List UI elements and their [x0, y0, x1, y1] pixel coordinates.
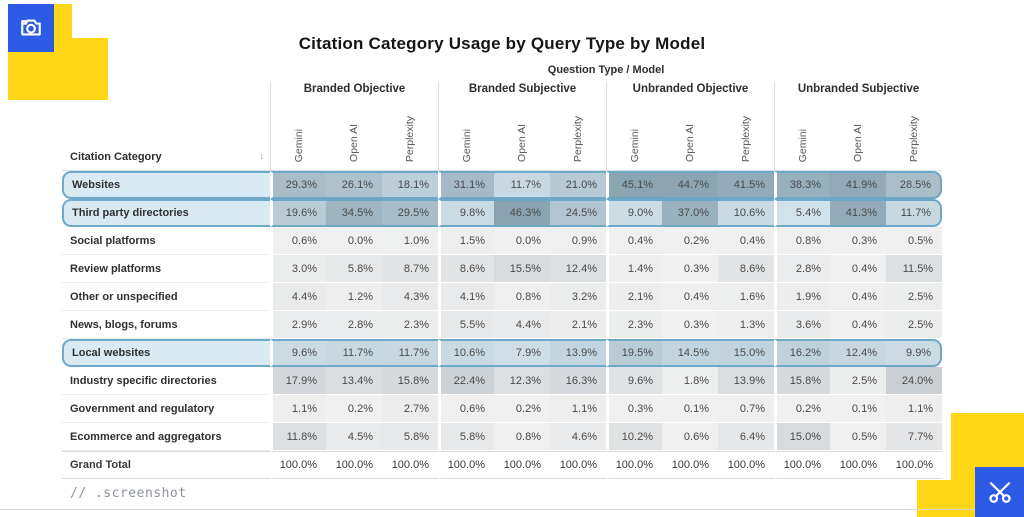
value-cell[interactable]: 4.4%	[270, 283, 326, 311]
value-cell[interactable]: 0.3%	[606, 395, 662, 423]
value-cell[interactable]: 10.6%	[438, 339, 494, 367]
value-cell[interactable]: 9.6%	[606, 367, 662, 395]
question-type-header[interactable]: Unbranded Objective	[606, 81, 774, 99]
value-cell[interactable]: 11.7%	[326, 339, 382, 367]
value-cell[interactable]: 0.2%	[494, 395, 550, 423]
value-cell[interactable]: 0.6%	[438, 395, 494, 423]
value-cell[interactable]: 11.8%	[270, 423, 326, 451]
value-cell[interactable]: 24.0%	[886, 367, 942, 395]
value-cell[interactable]: 12.4%	[550, 255, 606, 283]
row-label[interactable]: Local websites	[62, 339, 270, 367]
value-cell[interactable]: 9.9%	[886, 339, 942, 367]
value-cell[interactable]: 0.4%	[830, 255, 886, 283]
value-cell[interactable]: 0.8%	[494, 283, 550, 311]
model-header[interactable]	[886, 99, 942, 171]
value-cell[interactable]: 29.5%	[382, 199, 438, 227]
model-header-text: Gemini	[796, 128, 809, 162]
value-cell[interactable]: 16.2%	[774, 339, 830, 367]
value-cell[interactable]: 2.8%	[774, 255, 830, 283]
value-cell[interactable]: 11.7%	[382, 339, 438, 367]
model-header[interactable]	[606, 99, 662, 171]
value-cell[interactable]: 100.0%	[774, 451, 830, 479]
value-cell[interactable]: 5.8%	[438, 423, 494, 451]
table-row	[62, 395, 942, 423]
value-cell[interactable]: 15.0%	[774, 423, 830, 451]
question-type-header[interactable]: Unbranded Subjective	[774, 81, 942, 99]
value-cell[interactable]: 24.5%	[550, 199, 606, 227]
value-cell[interactable]: 100.0%	[382, 451, 438, 479]
scissors-badge	[975, 467, 1024, 517]
value-cell[interactable]: 15.5%	[494, 255, 550, 283]
corner-spacer	[62, 62, 270, 81]
model-header-text: Perplexity	[404, 115, 416, 162]
value-cell[interactable]: 0.2%	[662, 227, 718, 255]
value-cell[interactable]: 15.8%	[382, 367, 438, 395]
model-header[interactable]	[270, 99, 326, 171]
value-cell[interactable]: 3.2%	[550, 283, 606, 311]
value-cell[interactable]: 0.4%	[718, 227, 774, 255]
value-cell[interactable]: 0.6%	[662, 423, 718, 451]
model-header[interactable]	[326, 99, 382, 171]
table-row	[62, 283, 942, 311]
table-row	[62, 227, 942, 255]
value-cell[interactable]: 41.3%	[830, 199, 886, 227]
model-header-text: Perplexity	[740, 115, 752, 162]
value-cell[interactable]: 45.1%	[606, 171, 662, 199]
value-cell[interactable]: 44.7%	[662, 171, 718, 199]
value-cell[interactable]: 29.3%	[270, 171, 326, 199]
value-cell[interactable]: 1.5%	[438, 227, 494, 255]
value-cell[interactable]: 4.6%	[550, 423, 606, 451]
model-header-text: Gemini	[292, 128, 305, 162]
question-type-header[interactable]: Branded Subjective	[438, 81, 606, 99]
camera-badge	[8, 4, 54, 52]
value-cell[interactable]: 9.6%	[270, 339, 326, 367]
row-label[interactable]: Websites	[62, 171, 270, 199]
value-cell[interactable]: 3.0%	[270, 255, 326, 283]
value-cell[interactable]: 28.5%	[886, 171, 942, 199]
value-cell[interactable]: 0.2%	[326, 395, 382, 423]
value-cell[interactable]: 0.2%	[774, 395, 830, 423]
model-header[interactable]	[662, 99, 718, 171]
value-cell[interactable]: 8.6%	[718, 255, 774, 283]
value-cell[interactable]: 12.4%	[830, 339, 886, 367]
value-cell[interactable]: 1.4%	[606, 255, 662, 283]
table-row	[62, 311, 942, 339]
row-label[interactable]: Ecommerce and aggregators	[62, 423, 270, 451]
value-cell[interactable]: 2.7%	[382, 395, 438, 423]
value-cell[interactable]: 18.1%	[382, 171, 438, 199]
value-cell[interactable]: 8.7%	[382, 255, 438, 283]
value-cell[interactable]: 0.7%	[718, 395, 774, 423]
model-header[interactable]	[718, 99, 774, 171]
value-cell[interactable]: 17.9%	[270, 367, 326, 395]
table-row	[62, 451, 942, 479]
model-header-text: Open AI	[684, 124, 696, 162]
row-label[interactable]: Grand Total	[62, 451, 270, 479]
bottom-divider	[0, 509, 1024, 510]
value-cell[interactable]: 8.6%	[438, 255, 494, 283]
value-cell[interactable]: 1.9%	[774, 283, 830, 311]
row-label[interactable]: News, blogs, forums	[62, 311, 270, 339]
value-cell[interactable]: 13.4%	[326, 367, 382, 395]
value-cell[interactable]: 1.0%	[382, 227, 438, 255]
model-header-text: Open AI	[516, 124, 528, 162]
value-cell[interactable]: 41.9%	[830, 171, 886, 199]
value-cell[interactable]: 0.1%	[662, 395, 718, 423]
row-label[interactable]: Industry specific directories	[62, 367, 270, 395]
value-cell[interactable]: 19.5%	[606, 339, 662, 367]
row-label[interactable]: Review platforms	[62, 255, 270, 283]
value-cell[interactable]: 100.0%	[438, 451, 494, 479]
value-cell[interactable]: 0.4%	[830, 283, 886, 311]
value-cell[interactable]: 2.9%	[270, 311, 326, 339]
value-cell[interactable]: 5.4%	[774, 199, 830, 227]
value-cell[interactable]: 0.0%	[326, 227, 382, 255]
model-header-text: Perplexity	[572, 115, 584, 162]
table-row	[62, 199, 942, 227]
value-cell[interactable]: 4.5%	[326, 423, 382, 451]
value-cell[interactable]: 10.6%	[718, 199, 774, 227]
value-cell[interactable]: 0.4%	[606, 227, 662, 255]
value-cell[interactable]: 4.3%	[382, 283, 438, 311]
row-axis-label-text: Citation Category	[70, 151, 162, 163]
question-type-header[interactable]: Branded Objective	[270, 81, 438, 99]
value-cell[interactable]: 4.4%	[494, 311, 550, 339]
value-cell[interactable]: 1.8%	[662, 367, 718, 395]
value-cell[interactable]: 100.0%	[886, 451, 942, 479]
value-cell[interactable]: 21.0%	[550, 171, 606, 199]
value-cell[interactable]: 26.1%	[326, 171, 382, 199]
value-cell[interactable]: 1.3%	[718, 311, 774, 339]
value-cell[interactable]: 100.0%	[662, 451, 718, 479]
model-header-text: Gemini	[628, 128, 641, 162]
value-cell[interactable]: 2.1%	[606, 283, 662, 311]
value-cell[interactable]: 13.9%	[550, 339, 606, 367]
value-cell[interactable]: 0.4%	[662, 283, 718, 311]
value-cell[interactable]: 0.1%	[830, 395, 886, 423]
table-row	[62, 255, 942, 283]
model-header[interactable]	[550, 99, 606, 171]
model-header[interactable]	[830, 99, 886, 171]
model-header-text: Open AI	[852, 124, 864, 162]
row-axis-label[interactable]	[62, 99, 270, 171]
value-cell[interactable]: 2.5%	[886, 311, 942, 339]
value-cell[interactable]: 2.8%	[326, 311, 382, 339]
value-cell[interactable]: 10.2%	[606, 423, 662, 451]
value-cell[interactable]: 46.3%	[494, 199, 550, 227]
value-cell[interactable]: 37.0%	[662, 199, 718, 227]
corner-spacer	[62, 81, 270, 99]
value-cell[interactable]: 1.2%	[326, 283, 382, 311]
column-axis-label: Question Type / Model	[547, 64, 665, 76]
value-cell[interactable]: 2.1%	[550, 311, 606, 339]
value-cell[interactable]: 2.3%	[606, 311, 662, 339]
value-cell[interactable]: 0.3%	[830, 227, 886, 255]
model-header-text: Open AI	[348, 124, 360, 162]
citation-usage-visualization	[62, 34, 942, 479]
value-cell[interactable]: 3.6%	[774, 311, 830, 339]
value-cell[interactable]: 0.9%	[550, 227, 606, 255]
value-cell[interactable]: 0.3%	[662, 255, 718, 283]
value-cell[interactable]: 6.4%	[718, 423, 774, 451]
value-cell[interactable]: 5.8%	[326, 255, 382, 283]
sort-icon[interactable]: ↓	[259, 151, 264, 161]
value-cell[interactable]: 31.1%	[438, 171, 494, 199]
value-cell[interactable]: 2.5%	[830, 367, 886, 395]
value-cell[interactable]: 0.4%	[830, 311, 886, 339]
table-row	[62, 423, 942, 451]
value-cell[interactable]: 2.5%	[886, 283, 942, 311]
value-cell[interactable]: 0.5%	[830, 423, 886, 451]
row-label[interactable]: Government and regulatory	[62, 395, 270, 423]
value-cell[interactable]: 100.0%	[606, 451, 662, 479]
value-cell[interactable]: 5.5%	[438, 311, 494, 339]
value-cell[interactable]: 1.1%	[270, 395, 326, 423]
value-cell[interactable]: 11.7%	[886, 199, 942, 227]
value-cell[interactable]: 100.0%	[326, 451, 382, 479]
camera-icon	[17, 14, 45, 42]
screenshot-caption: // .screenshot	[70, 486, 187, 501]
value-cell[interactable]: 1.1%	[550, 395, 606, 423]
value-cell[interactable]: 100.0%	[270, 451, 326, 479]
value-cell[interactable]: 34.5%	[326, 199, 382, 227]
table-row	[62, 339, 942, 367]
model-header[interactable]	[774, 99, 830, 171]
value-cell[interactable]: 16.3%	[550, 367, 606, 395]
value-cell[interactable]: 13.9%	[718, 367, 774, 395]
value-cell[interactable]: 9.8%	[438, 199, 494, 227]
chart-title: Citation Category Usage by Query Type by Model	[298, 34, 706, 53]
value-cell[interactable]: 100.0%	[830, 451, 886, 479]
value-cell[interactable]: 100.0%	[494, 451, 550, 479]
model-header-text: Perplexity	[908, 115, 921, 162]
value-cell[interactable]: 0.8%	[494, 423, 550, 451]
value-cell[interactable]: 0.8%	[774, 227, 830, 255]
value-cell[interactable]: 4.1%	[438, 283, 494, 311]
model-header[interactable]	[382, 99, 438, 171]
value-cell[interactable]: 12.3%	[494, 367, 550, 395]
value-cell[interactable]: 0.5%	[886, 227, 942, 255]
model-header[interactable]	[438, 99, 494, 171]
value-cell[interactable]: 1.6%	[718, 283, 774, 311]
value-cell[interactable]: 1.1%	[886, 395, 942, 423]
model-header-text: Gemini	[460, 128, 473, 162]
value-cell[interactable]: 22.4%	[438, 367, 494, 395]
row-label[interactable]: Other or unspecified	[62, 283, 270, 311]
value-cell[interactable]: 9.0%	[606, 199, 662, 227]
value-cell[interactable]: 0.3%	[662, 311, 718, 339]
value-cell[interactable]: 15.8%	[774, 367, 830, 395]
value-cell[interactable]: 15.0%	[718, 339, 774, 367]
value-cell[interactable]: 41.5%	[718, 171, 774, 199]
value-cell[interactable]: 0.6%	[270, 227, 326, 255]
value-cell[interactable]: 14.5%	[662, 339, 718, 367]
row-label[interactable]: Third party directories	[62, 199, 270, 227]
table-row	[62, 367, 942, 395]
value-cell[interactable]: 7.7%	[886, 423, 942, 451]
value-cell[interactable]: 19.6%	[270, 199, 326, 227]
value-cell[interactable]: 100.0%	[550, 451, 606, 479]
table-row	[62, 171, 942, 199]
row-label[interactable]: Social platforms	[62, 227, 270, 255]
value-cell[interactable]: 100.0%	[718, 451, 774, 479]
value-cell[interactable]: 11.7%	[494, 171, 550, 199]
usage-table	[62, 62, 942, 479]
value-cell[interactable]: 7.9%	[494, 339, 550, 367]
value-cell[interactable]: 38.3%	[774, 171, 830, 199]
value-cell[interactable]: 11.5%	[886, 255, 942, 283]
model-header[interactable]	[494, 99, 550, 171]
value-cell[interactable]: 0.0%	[494, 227, 550, 255]
value-cell[interactable]: 5.8%	[382, 423, 438, 451]
scissors-icon	[985, 477, 1015, 507]
value-cell[interactable]: 2.3%	[382, 311, 438, 339]
